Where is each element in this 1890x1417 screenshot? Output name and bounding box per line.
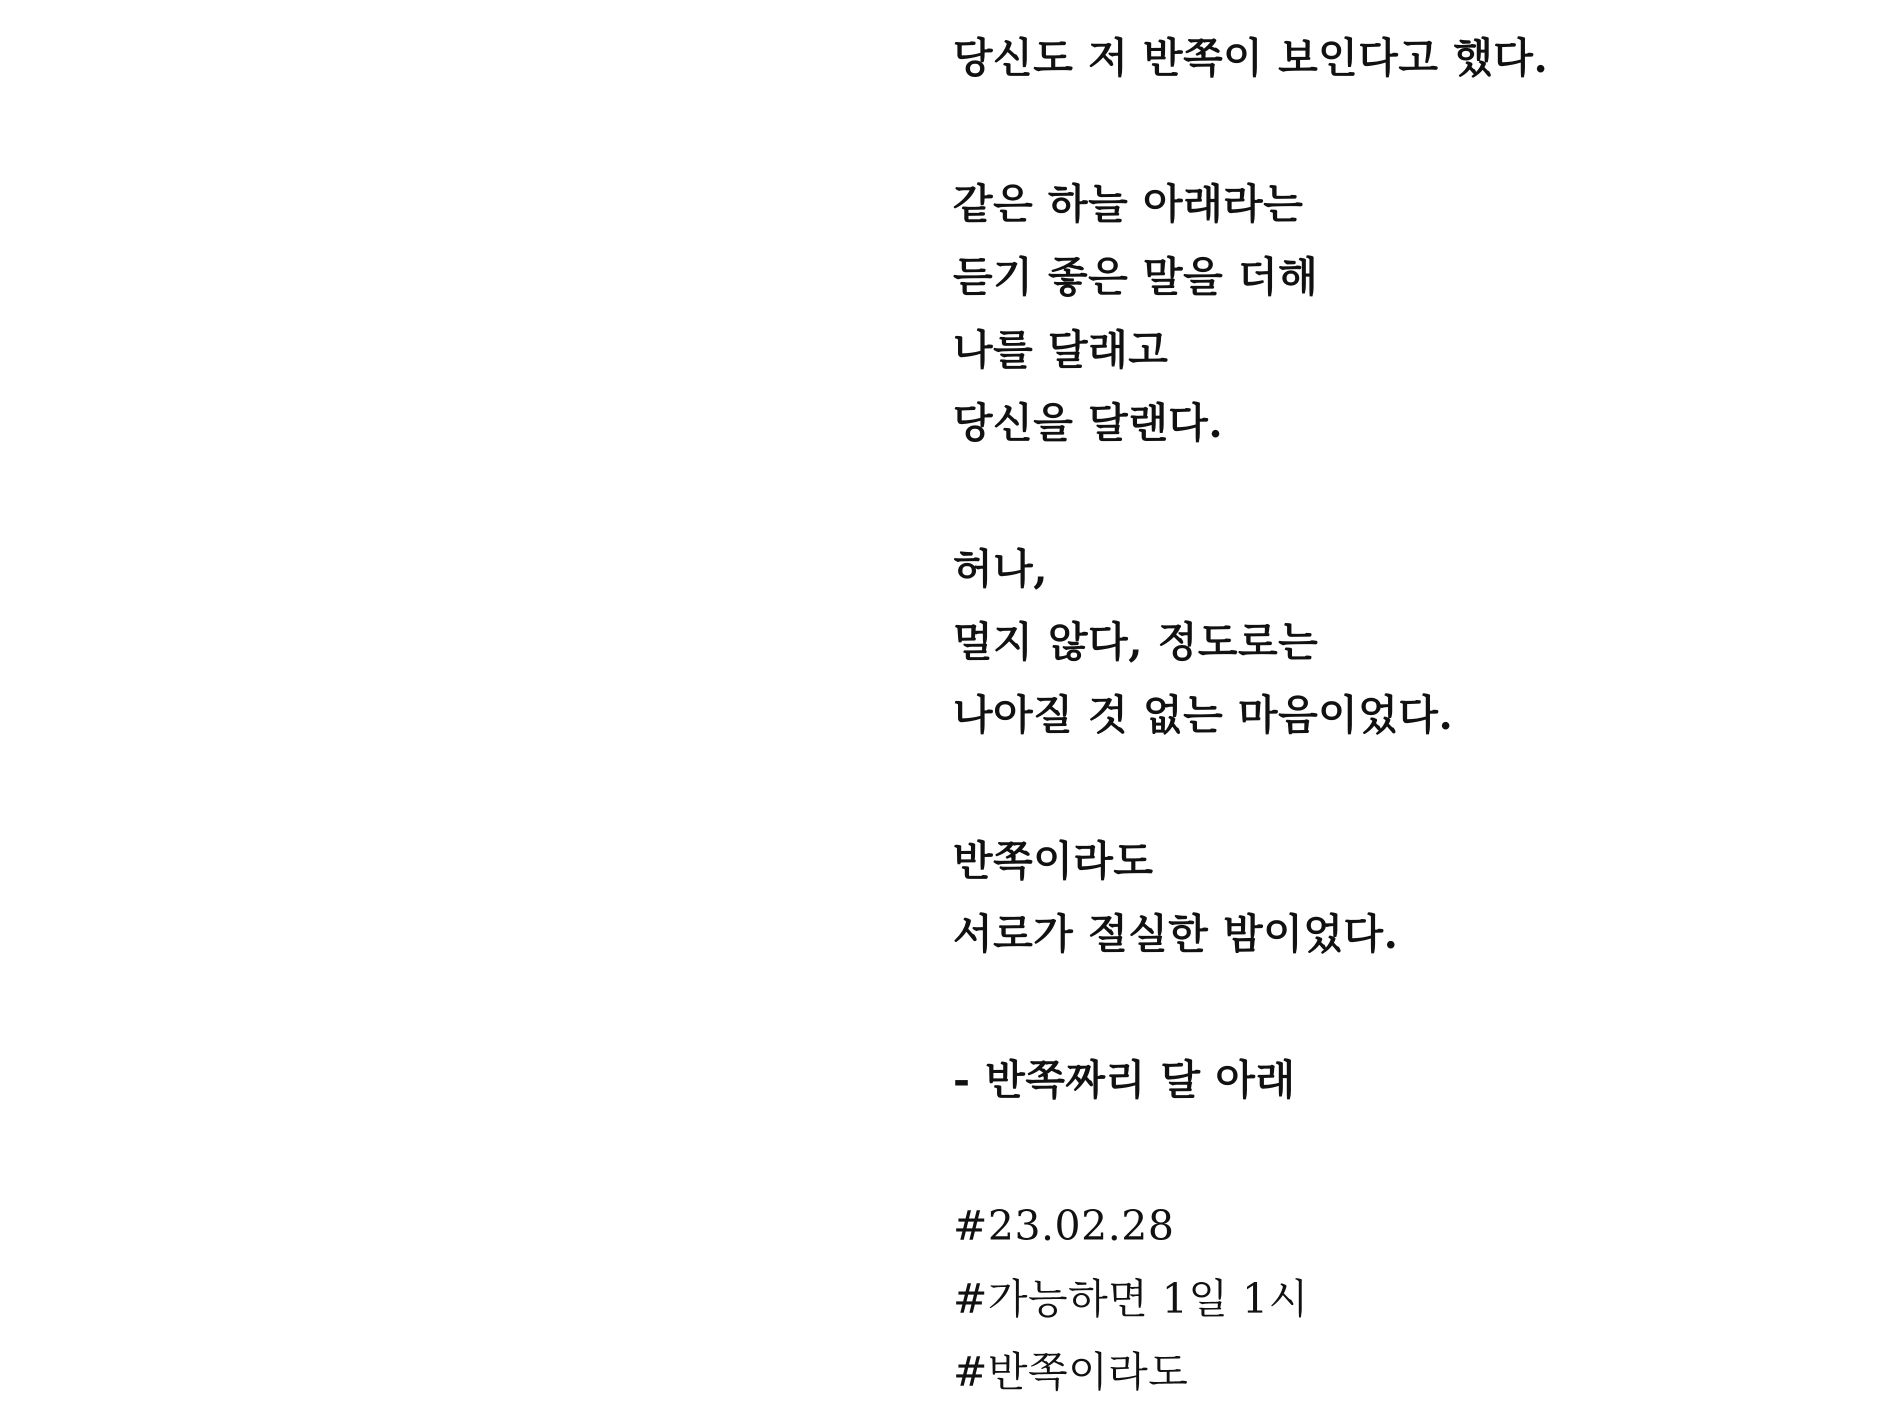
poem-line: 나를 달래고 — [953, 326, 1169, 374]
poem-text — [953, 22, 1853, 1409]
poem-line: 당신도 저 반쪽이 보인다고 했다. — [953, 34, 1549, 82]
poem-line: 서로가 절실한 밤이었다. — [953, 910, 1399, 958]
poem-line: 허나, — [953, 545, 1048, 593]
stanza-gap — [953, 1117, 1853, 1190]
poem-line: 반쪽이라도 — [953, 837, 1154, 885]
poem-line: 멀지 않다, 정도로는 — [953, 618, 1319, 666]
stanza-gap — [953, 95, 1853, 168]
poem-signature: - 반쪽짜리 달 아래 — [953, 1056, 1296, 1104]
poem-line: 당신을 달랜다. — [953, 399, 1224, 447]
poem-line: 같은 하늘 아래라는 — [953, 180, 1304, 228]
stanza-gap — [953, 752, 1853, 825]
stanza-gap — [953, 971, 1853, 1044]
poem-line: 나아질 것 없는 마음이었다. — [953, 691, 1454, 739]
stanza-gap — [953, 460, 1853, 533]
hashtag-date: #23.02.28 — [953, 1202, 1175, 1250]
poem-line: 듣기 좋은 말을 더해 — [953, 253, 1319, 301]
hashtag: #가능하면 1일 1시 — [953, 1275, 1309, 1323]
hashtag: #반쪽이라도 — [953, 1348, 1189, 1396]
